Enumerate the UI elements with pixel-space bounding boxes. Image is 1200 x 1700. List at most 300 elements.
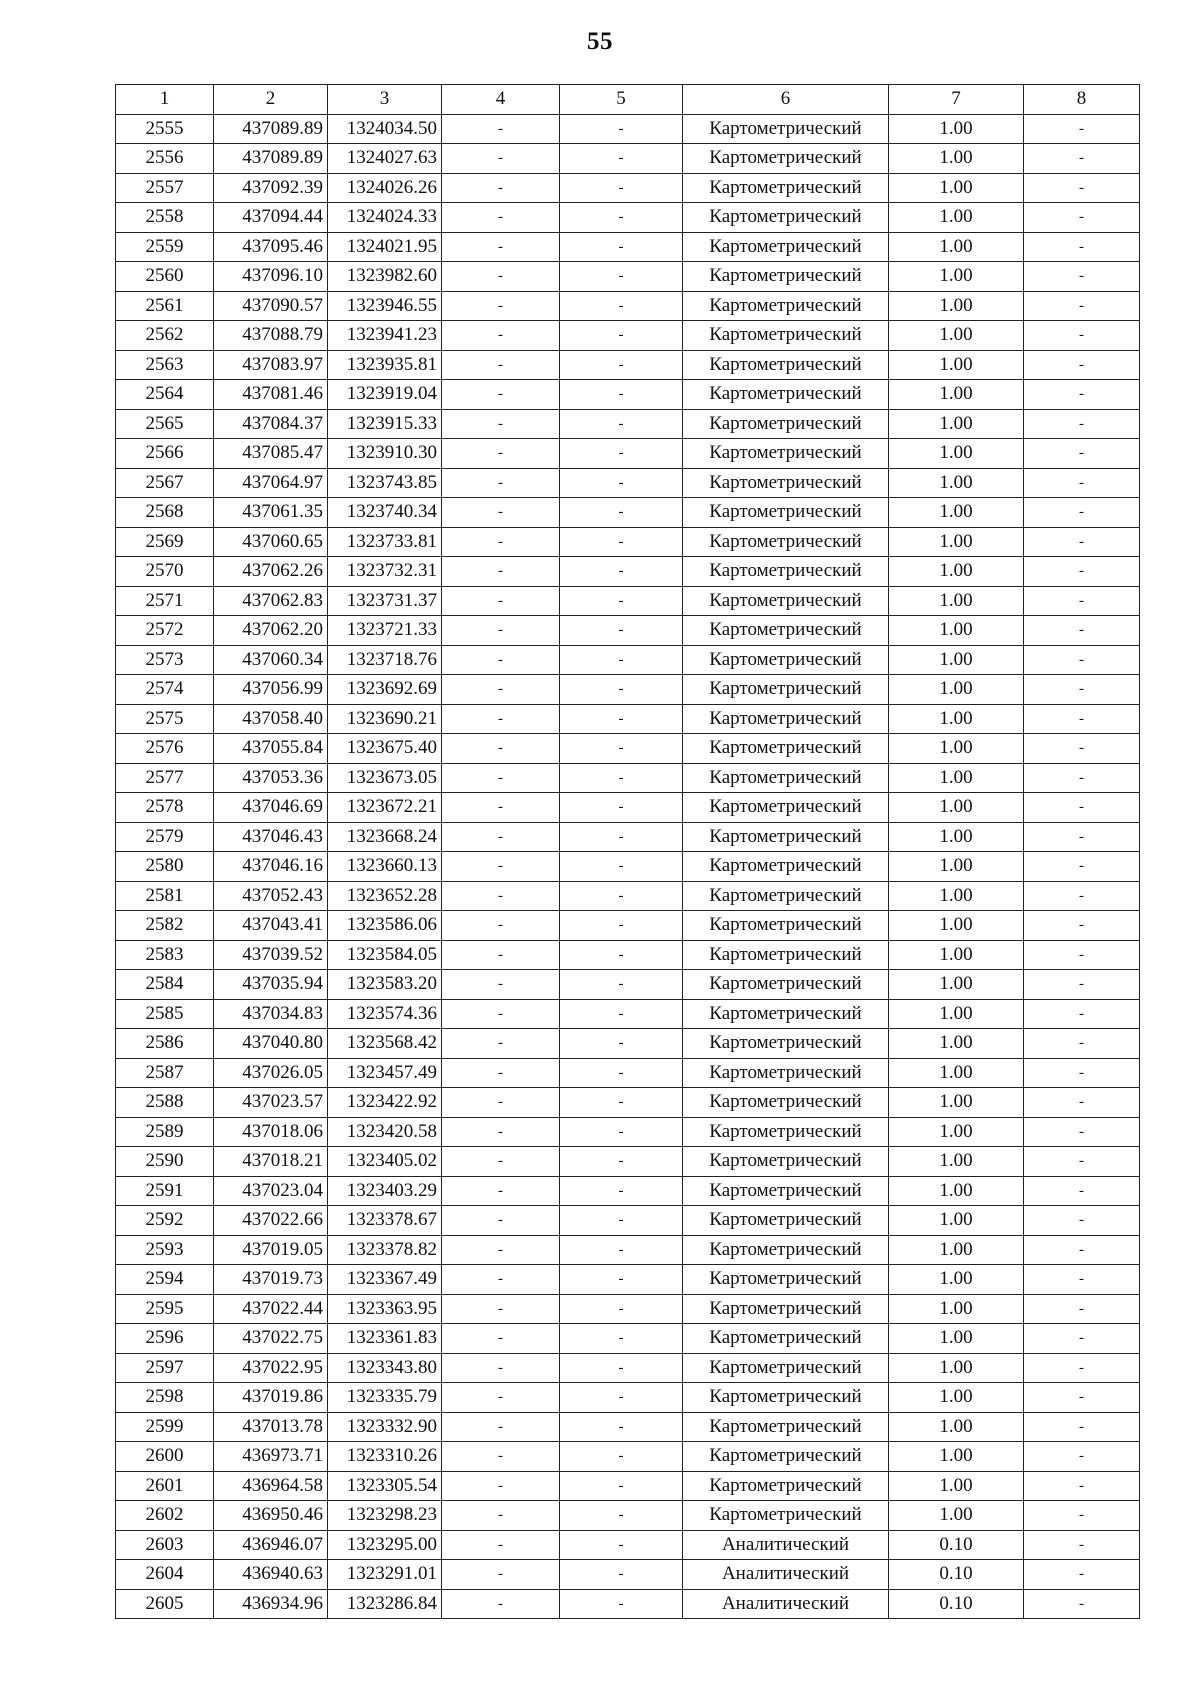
accuracy-cell: 1.00 (889, 1058, 1024, 1088)
table-row (116, 114, 1140, 144)
x-coordinate-cell: 437022.66 (214, 1206, 328, 1236)
column-8-value-cell: - (1024, 557, 1140, 587)
column-4-value-cell: - (442, 1471, 560, 1501)
column-8-value-cell: - (1024, 1383, 1140, 1413)
y-coordinate-cell: 1323941.23 (328, 321, 442, 351)
column-4-value-cell: - (442, 970, 560, 1000)
point-number-cell: 2599 (116, 1412, 214, 1442)
x-coordinate-cell: 436964.58 (214, 1471, 328, 1501)
method-cell: Картометрический (683, 911, 889, 941)
column-5-value-cell: - (560, 1501, 683, 1531)
column-4-value-cell: - (442, 1088, 560, 1118)
method-cell: Картометрический (683, 498, 889, 528)
accuracy-cell: 0.10 (889, 1560, 1024, 1590)
column-5-value-cell: - (560, 616, 683, 646)
point-number-cell: 2564 (116, 380, 214, 410)
accuracy-cell: 1.00 (889, 557, 1024, 587)
accuracy-cell: 1.00 (889, 1088, 1024, 1118)
method-cell: Аналитический (683, 1589, 889, 1619)
accuracy-cell: 1.00 (889, 1501, 1024, 1531)
column-5-value-cell: - (560, 763, 683, 793)
column-8-value-cell: - (1024, 645, 1140, 675)
table-row (116, 793, 1140, 823)
column-8-value-cell: - (1024, 439, 1140, 469)
y-coordinate-cell: 1323305.54 (328, 1471, 442, 1501)
method-cell: Картометрический (683, 616, 889, 646)
column-8-value-cell: - (1024, 1206, 1140, 1236)
column-5-value-cell: - (560, 1117, 683, 1147)
table-row (116, 468, 1140, 498)
column-4-value-cell: - (442, 822, 560, 852)
accuracy-cell: 1.00 (889, 911, 1024, 941)
x-coordinate-cell: 437046.69 (214, 793, 328, 823)
accuracy-cell: 1.00 (889, 763, 1024, 793)
point-number-cell: 2577 (116, 763, 214, 793)
accuracy-cell: 1.00 (889, 1324, 1024, 1354)
column-4-value-cell: - (442, 1442, 560, 1472)
method-cell: Картометрический (683, 970, 889, 1000)
x-coordinate-cell: 437023.57 (214, 1088, 328, 1118)
x-coordinate-cell: 437046.43 (214, 822, 328, 852)
point-number-cell: 2580 (116, 852, 214, 882)
column-5-value-cell: - (560, 262, 683, 292)
column-5-value-cell: - (560, 1442, 683, 1472)
y-coordinate-cell: 1323652.28 (328, 881, 442, 911)
column-4-value-cell: - (442, 881, 560, 911)
method-cell: Картометрический (683, 1412, 889, 1442)
column-4-value-cell: - (442, 616, 560, 646)
column-4-value-cell: - (442, 350, 560, 380)
column-4-value-cell: - (442, 439, 560, 469)
column-5-value-cell: - (560, 409, 683, 439)
y-coordinate-cell: 1324026.26 (328, 173, 442, 203)
x-coordinate-cell: 437053.36 (214, 763, 328, 793)
method-cell: Картометрический (683, 557, 889, 587)
coordinates-table (115, 84, 1140, 1619)
method-cell: Картометрический (683, 173, 889, 203)
point-number-cell: 2575 (116, 704, 214, 734)
accuracy-cell: 1.00 (889, 321, 1024, 351)
column-5-value-cell: - (560, 291, 683, 321)
y-coordinate-cell: 1323295.00 (328, 1530, 442, 1560)
column-4-value-cell: - (442, 586, 560, 616)
y-coordinate-cell: 1323721.33 (328, 616, 442, 646)
table-row (116, 881, 1140, 911)
column-header-6: 6 (683, 85, 889, 115)
x-coordinate-cell: 437056.99 (214, 675, 328, 705)
y-coordinate-cell: 1323378.82 (328, 1235, 442, 1265)
table-row (116, 1324, 1140, 1354)
point-number-cell: 2598 (116, 1383, 214, 1413)
point-number-cell: 2570 (116, 557, 214, 587)
accuracy-cell: 1.00 (889, 822, 1024, 852)
point-number-cell: 2588 (116, 1088, 214, 1118)
point-number-cell: 2587 (116, 1058, 214, 1088)
column-5-value-cell: - (560, 1589, 683, 1619)
x-coordinate-cell: 437043.41 (214, 911, 328, 941)
method-cell: Картометрический (683, 1294, 889, 1324)
method-cell: Аналитический (683, 1530, 889, 1560)
table-row (116, 144, 1140, 174)
column-header-3: 3 (328, 85, 442, 115)
x-coordinate-cell: 437019.73 (214, 1265, 328, 1295)
point-number-cell: 2597 (116, 1353, 214, 1383)
column-5-value-cell: - (560, 911, 683, 941)
y-coordinate-cell: 1323378.67 (328, 1206, 442, 1236)
column-4-value-cell: - (442, 734, 560, 764)
y-coordinate-cell: 1323403.29 (328, 1176, 442, 1206)
column-4-value-cell: - (442, 704, 560, 734)
table-row (116, 645, 1140, 675)
x-coordinate-cell: 437088.79 (214, 321, 328, 351)
column-8-value-cell: - (1024, 1176, 1140, 1206)
accuracy-cell: 1.00 (889, 616, 1024, 646)
point-number-cell: 2569 (116, 527, 214, 557)
x-coordinate-cell: 437062.26 (214, 557, 328, 587)
table-row (116, 675, 1140, 705)
method-cell: Картометрический (683, 439, 889, 469)
column-4-value-cell: - (442, 1501, 560, 1531)
table-row (116, 291, 1140, 321)
point-number-cell: 2589 (116, 1117, 214, 1147)
column-4-value-cell: - (442, 380, 560, 410)
method-cell: Картометрический (683, 822, 889, 852)
y-coordinate-cell: 1324034.50 (328, 114, 442, 144)
page-number: 55 (587, 28, 613, 55)
column-4-value-cell: - (442, 675, 560, 705)
table-row (116, 557, 1140, 587)
table-row (116, 1442, 1140, 1472)
table-row (116, 586, 1140, 616)
column-4-value-cell: - (442, 1147, 560, 1177)
column-4-value-cell: - (442, 321, 560, 351)
column-5-value-cell: - (560, 498, 683, 528)
table-row (116, 1501, 1140, 1531)
x-coordinate-cell: 436973.71 (214, 1442, 328, 1472)
column-4-value-cell: - (442, 1412, 560, 1442)
column-8-value-cell: - (1024, 675, 1140, 705)
column-5-value-cell: - (560, 586, 683, 616)
table-row (116, 1206, 1140, 1236)
method-cell: Картометрический (683, 1176, 889, 1206)
column-8-value-cell: - (1024, 498, 1140, 528)
accuracy-cell: 1.00 (889, 1383, 1024, 1413)
table-row (116, 1294, 1140, 1324)
x-coordinate-cell: 437064.97 (214, 468, 328, 498)
point-number-cell: 2576 (116, 734, 214, 764)
point-number-cell: 2571 (116, 586, 214, 616)
method-cell: Картометрический (683, 645, 889, 675)
point-number-cell: 2590 (116, 1147, 214, 1177)
accuracy-cell: 1.00 (889, 586, 1024, 616)
x-coordinate-cell: 437081.46 (214, 380, 328, 410)
column-5-value-cell: - (560, 380, 683, 410)
column-header-7: 7 (889, 85, 1024, 115)
column-4-value-cell: - (442, 409, 560, 439)
y-coordinate-cell: 1323457.49 (328, 1058, 442, 1088)
point-number-cell: 2568 (116, 498, 214, 528)
y-coordinate-cell: 1323660.13 (328, 852, 442, 882)
point-number-cell: 2604 (116, 1560, 214, 1590)
x-coordinate-cell: 437062.20 (214, 616, 328, 646)
method-cell: Картометрический (683, 262, 889, 292)
method-cell: Аналитический (683, 1560, 889, 1590)
method-cell: Картометрический (683, 1265, 889, 1295)
column-header-2: 2 (214, 85, 328, 115)
x-coordinate-cell: 437013.78 (214, 1412, 328, 1442)
point-number-cell: 2600 (116, 1442, 214, 1472)
column-8-value-cell: - (1024, 1530, 1140, 1560)
y-coordinate-cell: 1323731.37 (328, 586, 442, 616)
point-number-cell: 2560 (116, 262, 214, 292)
table-row (116, 1471, 1140, 1501)
accuracy-cell: 0.10 (889, 1589, 1024, 1619)
method-cell: Картометрический (683, 1383, 889, 1413)
accuracy-cell: 1.00 (889, 852, 1024, 882)
y-coordinate-cell: 1323740.34 (328, 498, 442, 528)
method-cell: Картометрический (683, 409, 889, 439)
accuracy-cell: 1.00 (889, 1412, 1024, 1442)
table-row (116, 1589, 1140, 1619)
y-coordinate-cell: 1323733.81 (328, 527, 442, 557)
column-8-value-cell: - (1024, 1471, 1140, 1501)
accuracy-cell: 1.00 (889, 527, 1024, 557)
point-number-cell: 2573 (116, 645, 214, 675)
method-cell: Картометрический (683, 793, 889, 823)
method-cell: Картометрический (683, 350, 889, 380)
accuracy-cell: 1.00 (889, 1206, 1024, 1236)
x-coordinate-cell: 437023.04 (214, 1176, 328, 1206)
column-5-value-cell: - (560, 1265, 683, 1295)
x-coordinate-cell: 437019.05 (214, 1235, 328, 1265)
accuracy-cell: 1.00 (889, 114, 1024, 144)
x-coordinate-cell: 437089.89 (214, 114, 328, 144)
accuracy-cell: 1.00 (889, 380, 1024, 410)
point-number-cell: 2574 (116, 675, 214, 705)
table-row (116, 616, 1140, 646)
method-cell: Картометрический (683, 468, 889, 498)
column-8-value-cell: - (1024, 940, 1140, 970)
y-coordinate-cell: 1323668.24 (328, 822, 442, 852)
point-number-cell: 2579 (116, 822, 214, 852)
method-cell: Картометрический (683, 380, 889, 410)
method-cell: Картометрический (683, 852, 889, 882)
point-number-cell: 2594 (116, 1265, 214, 1295)
y-coordinate-cell: 1323915.33 (328, 409, 442, 439)
point-number-cell: 2596 (116, 1324, 214, 1354)
column-8-value-cell: - (1024, 1117, 1140, 1147)
x-coordinate-cell: 437040.80 (214, 1029, 328, 1059)
accuracy-cell: 1.00 (889, 468, 1024, 498)
column-8-value-cell: - (1024, 468, 1140, 498)
column-5-value-cell: - (560, 173, 683, 203)
y-coordinate-cell: 1323574.36 (328, 999, 442, 1029)
method-cell: Картометрический (683, 1501, 889, 1531)
column-4-value-cell: - (442, 1560, 560, 1590)
method-cell: Картометрический (683, 114, 889, 144)
point-number-cell: 2581 (116, 881, 214, 911)
table-row (116, 999, 1140, 1029)
column-4-value-cell: - (442, 1294, 560, 1324)
x-coordinate-cell: 437092.39 (214, 173, 328, 203)
accuracy-cell: 1.00 (889, 409, 1024, 439)
x-coordinate-cell: 437019.86 (214, 1383, 328, 1413)
column-8-value-cell: - (1024, 262, 1140, 292)
column-5-value-cell: - (560, 1176, 683, 1206)
point-number-cell: 2584 (116, 970, 214, 1000)
column-5-value-cell: - (560, 1058, 683, 1088)
y-coordinate-cell: 1323982.60 (328, 262, 442, 292)
column-5-value-cell: - (560, 645, 683, 675)
column-5-value-cell: - (560, 1029, 683, 1059)
column-5-value-cell: - (560, 1147, 683, 1177)
point-number-cell: 2555 (116, 114, 214, 144)
column-8-value-cell: - (1024, 586, 1140, 616)
column-5-value-cell: - (560, 439, 683, 469)
point-number-cell: 2591 (116, 1176, 214, 1206)
column-5-value-cell: - (560, 852, 683, 882)
table-row (116, 173, 1140, 203)
x-coordinate-cell: 437083.97 (214, 350, 328, 380)
column-5-value-cell: - (560, 1206, 683, 1236)
column-5-value-cell: - (560, 970, 683, 1000)
accuracy-cell: 1.00 (889, 675, 1024, 705)
x-coordinate-cell: 437094.44 (214, 203, 328, 233)
column-5-value-cell: - (560, 527, 683, 557)
y-coordinate-cell: 1323584.05 (328, 940, 442, 970)
table-row (116, 350, 1140, 380)
y-coordinate-cell: 1324027.63 (328, 144, 442, 174)
accuracy-cell: 1.00 (889, 1353, 1024, 1383)
method-cell: Картометрический (683, 999, 889, 1029)
x-coordinate-cell: 437058.40 (214, 704, 328, 734)
column-8-value-cell: - (1024, 1501, 1140, 1531)
x-coordinate-cell: 437022.95 (214, 1353, 328, 1383)
column-5-value-cell: - (560, 1324, 683, 1354)
x-coordinate-cell: 437060.65 (214, 527, 328, 557)
x-coordinate-cell: 437055.84 (214, 734, 328, 764)
x-coordinate-cell: 437060.34 (214, 645, 328, 675)
column-5-value-cell: - (560, 350, 683, 380)
x-coordinate-cell: 437022.44 (214, 1294, 328, 1324)
x-coordinate-cell: 436934.96 (214, 1589, 328, 1619)
accuracy-cell: 1.00 (889, 793, 1024, 823)
y-coordinate-cell: 1323718.76 (328, 645, 442, 675)
column-4-value-cell: - (442, 1353, 560, 1383)
table-row (116, 1353, 1140, 1383)
column-8-value-cell: - (1024, 852, 1140, 882)
column-4-value-cell: - (442, 1383, 560, 1413)
method-cell: Картометрический (683, 881, 889, 911)
column-5-value-cell: - (560, 114, 683, 144)
y-coordinate-cell: 1323673.05 (328, 763, 442, 793)
column-8-value-cell: - (1024, 203, 1140, 233)
column-4-value-cell: - (442, 645, 560, 675)
point-number-cell: 2603 (116, 1530, 214, 1560)
method-cell: Картометрический (683, 144, 889, 174)
column-8-value-cell: - (1024, 1324, 1140, 1354)
point-number-cell: 2556 (116, 144, 214, 174)
accuracy-cell: 1.00 (889, 999, 1024, 1029)
x-coordinate-cell: 437061.35 (214, 498, 328, 528)
table-row (116, 1176, 1140, 1206)
header-row (116, 85, 1140, 115)
y-coordinate-cell: 1323910.30 (328, 439, 442, 469)
accuracy-cell: 1.00 (889, 203, 1024, 233)
column-4-value-cell: - (442, 940, 560, 970)
column-8-value-cell: - (1024, 734, 1140, 764)
accuracy-cell: 1.00 (889, 1117, 1024, 1147)
point-number-cell: 2563 (116, 350, 214, 380)
x-coordinate-cell: 437052.43 (214, 881, 328, 911)
table-row (116, 970, 1140, 1000)
method-cell: Картометрический (683, 1353, 889, 1383)
column-8-value-cell: - (1024, 793, 1140, 823)
accuracy-cell: 1.00 (889, 1176, 1024, 1206)
table-row (116, 232, 1140, 262)
point-number-cell: 2605 (116, 1589, 214, 1619)
accuracy-cell: 1.00 (889, 439, 1024, 469)
column-4-value-cell: - (442, 203, 560, 233)
table-row (116, 734, 1140, 764)
table-row (116, 409, 1140, 439)
method-cell: Картометрический (683, 734, 889, 764)
y-coordinate-cell: 1323935.81 (328, 350, 442, 380)
table-row (116, 262, 1140, 292)
column-4-value-cell: - (442, 1029, 560, 1059)
column-8-value-cell: - (1024, 409, 1140, 439)
column-8-value-cell: - (1024, 1353, 1140, 1383)
table-row (116, 439, 1140, 469)
column-8-value-cell: - (1024, 114, 1140, 144)
accuracy-cell: 1.00 (889, 232, 1024, 262)
method-cell: Картометрический (683, 1088, 889, 1118)
method-cell: Картометрический (683, 1442, 889, 1472)
point-number-cell: 2583 (116, 940, 214, 970)
table-row (116, 1088, 1140, 1118)
accuracy-cell: 1.00 (889, 970, 1024, 1000)
y-coordinate-cell: 1323568.42 (328, 1029, 442, 1059)
column-8-value-cell: - (1024, 616, 1140, 646)
column-5-value-cell: - (560, 1235, 683, 1265)
table-row (116, 1235, 1140, 1265)
accuracy-cell: 1.00 (889, 1147, 1024, 1177)
y-coordinate-cell: 1323422.92 (328, 1088, 442, 1118)
table-row (116, 321, 1140, 351)
point-number-cell: 2562 (116, 321, 214, 351)
y-coordinate-cell: 1323361.83 (328, 1324, 442, 1354)
x-coordinate-cell: 437026.05 (214, 1058, 328, 1088)
column-5-value-cell: - (560, 1383, 683, 1413)
y-coordinate-cell: 1323286.84 (328, 1589, 442, 1619)
column-4-value-cell: - (442, 144, 560, 174)
column-8-value-cell: - (1024, 1029, 1140, 1059)
y-coordinate-cell: 1324024.33 (328, 203, 442, 233)
method-cell: Картометрический (683, 1471, 889, 1501)
table-row (116, 1265, 1140, 1295)
column-5-value-cell: - (560, 1088, 683, 1118)
column-8-value-cell: - (1024, 1589, 1140, 1619)
column-4-value-cell: - (442, 232, 560, 262)
column-5-value-cell: - (560, 468, 683, 498)
point-number-cell: 2567 (116, 468, 214, 498)
column-4-value-cell: - (442, 793, 560, 823)
column-5-value-cell: - (560, 1412, 683, 1442)
column-4-value-cell: - (442, 1530, 560, 1560)
column-8-value-cell: - (1024, 999, 1140, 1029)
y-coordinate-cell: 1323332.90 (328, 1412, 442, 1442)
x-coordinate-cell: 437095.46 (214, 232, 328, 262)
